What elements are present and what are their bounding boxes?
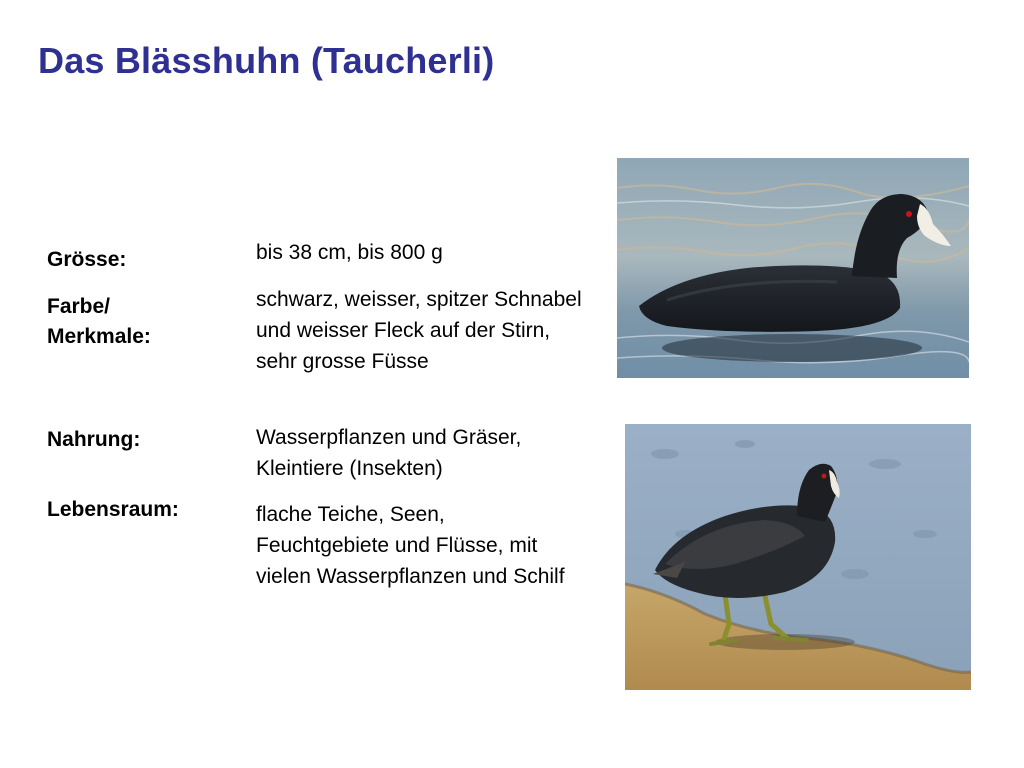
label-size: Grösse: [47, 248, 127, 271]
value-color-features: schwarz, weisser, spitzer Schnabel und weisser Fleck auf der Stirn, sehr grosse Füsse [256, 288, 582, 373]
value-food: Wasserpflanzen und Gräser, Kleintiere (Insekten) [256, 426, 522, 480]
label-color-features-line1: Farbe/ [47, 295, 111, 318]
label-color-features-line2: Merkmale: [47, 325, 151, 348]
value-habitat: flache Teiche, Seen, Feuchtgebiete und Flüsse, mit vielen Wasserpflanzen und Schilf [256, 503, 565, 588]
label-food: Nahrung: [47, 428, 141, 451]
coot-swimming-photo [617, 158, 969, 378]
coot-standing-photo [625, 424, 971, 690]
value-size: bis 38 cm, bis 800 g [256, 241, 443, 264]
coot-swimming-illustration [617, 158, 969, 378]
label-habitat: Lebensraum: [47, 498, 179, 521]
slide-title: Das Blässhuhn (Taucherli) [38, 40, 495, 81]
coot-standing-illustration [625, 424, 971, 690]
